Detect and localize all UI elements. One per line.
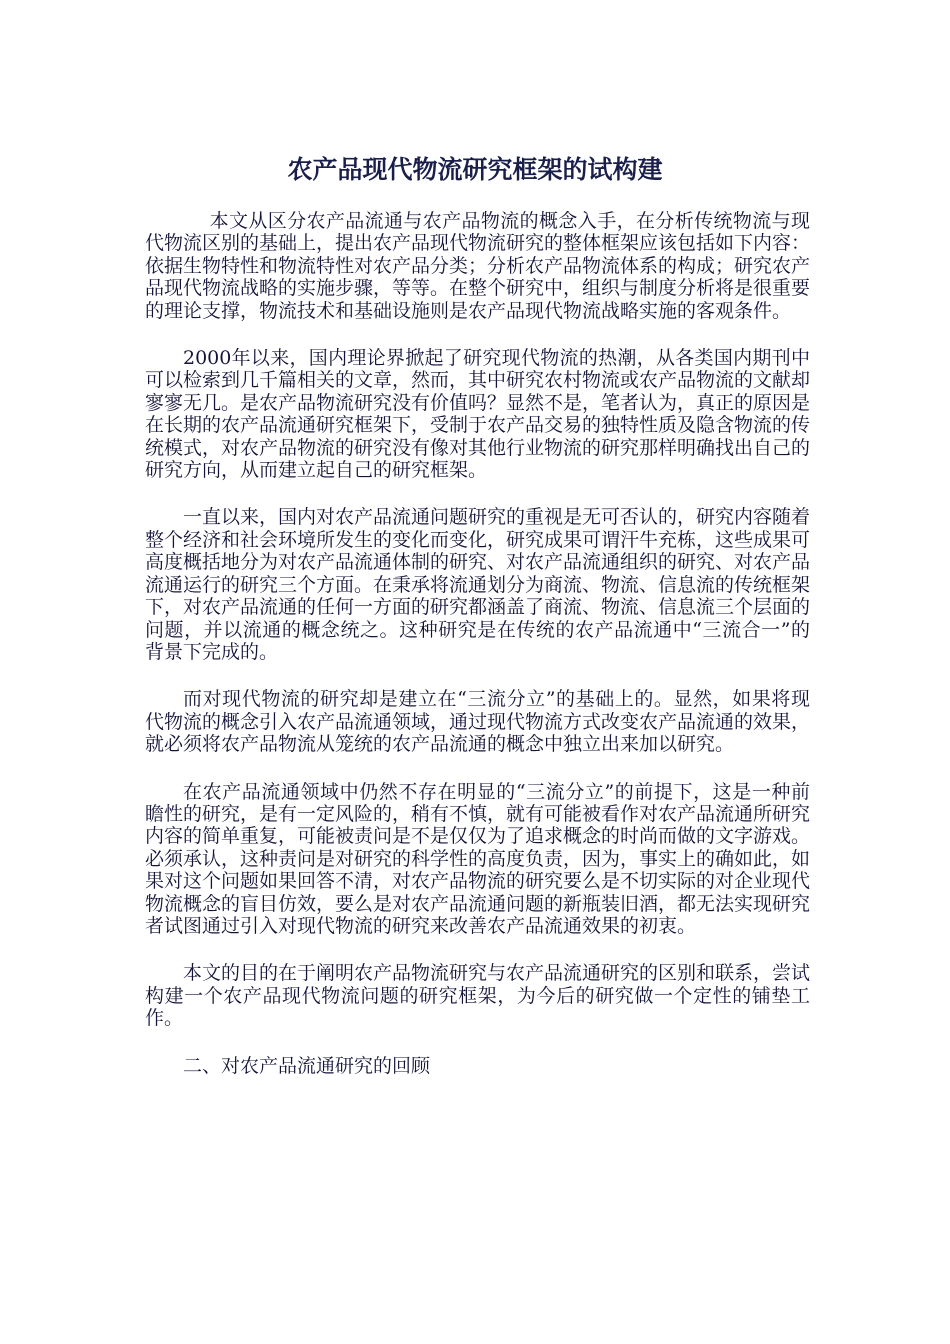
paragraph-6: 本文的目的在于阐明农产品物流研究与农产品流通研究的区别和联系，尝试构建一个农产品现代物流问题的研究框架，为今后的研究做一个定性的铺垫工作。 <box>145 962 811 1030</box>
section-heading: 二、对农产品流通研究的回顾 <box>183 1054 431 1077</box>
paragraph-abstract: 本文从区分农产品流通与农产品物流的概念入手，在分析传统物流与现代物流区别的基础上，提出农产品现代物流研究的整体框架应该包括如下内容：依据生物特性和物流特性对农产品分类；分析农产品物流体系的构成；研究农产品现代物流战略的实施步骤，等等。在整个研究中，组织与制度分析将是很重要的理论支撑，物流技术和基础设施则是农产品现代物流战略实施的客观条件。 <box>145 210 811 322</box>
paragraph-4: 而对现代物流的研究却是建立在“三流分立”的基础上的。显然，如果将现代物流的概念引入农产品流通领域，通过现代物流方式改变农产品流通的效果，就必须将农产品物流从笼统的农产品流通的概念中独立出来加以研究。 <box>145 688 811 756</box>
paragraph-5: 在农产品流通领域中仍然不存在明显的“三流分立”的前提下，这是一种前瞻性的研究，是有一定风险的，稍有不慎，就有可能被看作对农产品流通所研究内容的简单重复，可能被责问是不是仅仅为了追求概念的时尚而做的文字游戏。必须承认，这种责问是对研究的科学性的高度负责，因为，事实上的确如此，如果对这个问题如果回答不清，对农产品物流的研究要么是不切实际的对企业现代物流概念的盲目仿效，要么是对农产品流通问题的新瓶装旧酒，都无法实现研究者试图通过引入对现代物流的研究来改善农产品流通效果的初衷。 <box>145 780 811 937</box>
document-title: 农产品现代物流研究框架的试构建 <box>287 155 663 184</box>
paragraph-2: 2000年以来，国内理论界掀起了研究现代物流的热潮，从各类国内期刊中可以检索到几千篇相关的文章，然而，其中研究农村物流或农产品物流的文献却寥寥无几。是农产品物流研究没有价值吗？显然不是，笔者认为，真正的原因是在长期的农产品流通研究框架下，受制于农产品交易的独特性质及隐含物流的传统模式，对农产品物流的研究没有像对其他行业物流的研究那样明确找出自己的研究方向，从而建立起自己的研究框架。 <box>145 347 811 482</box>
document-body <box>145 210 810 1102</box>
paragraph-3: 一直以来，国内对农产品流通问题研究的重视是无可否认的，研究内容随着整个经济和社会环境所发生的变化而变化，研究成果可谓汗牛充栋，这些成果可高度概括地分为对农产品流通体制的研究、对农产品流通组织的研究、对农产品流通运行的研究三个方面。在秉承将流通划分为商流、物流、信息流的传统框架下，对农产品流通的任何一方面的研究都涵盖了商流、物流、信息流三个层面的问题，并以流通的概念统之。这种研究是在传统的农产品流通中“三流合一”的背景下完成的。 <box>145 506 811 663</box>
